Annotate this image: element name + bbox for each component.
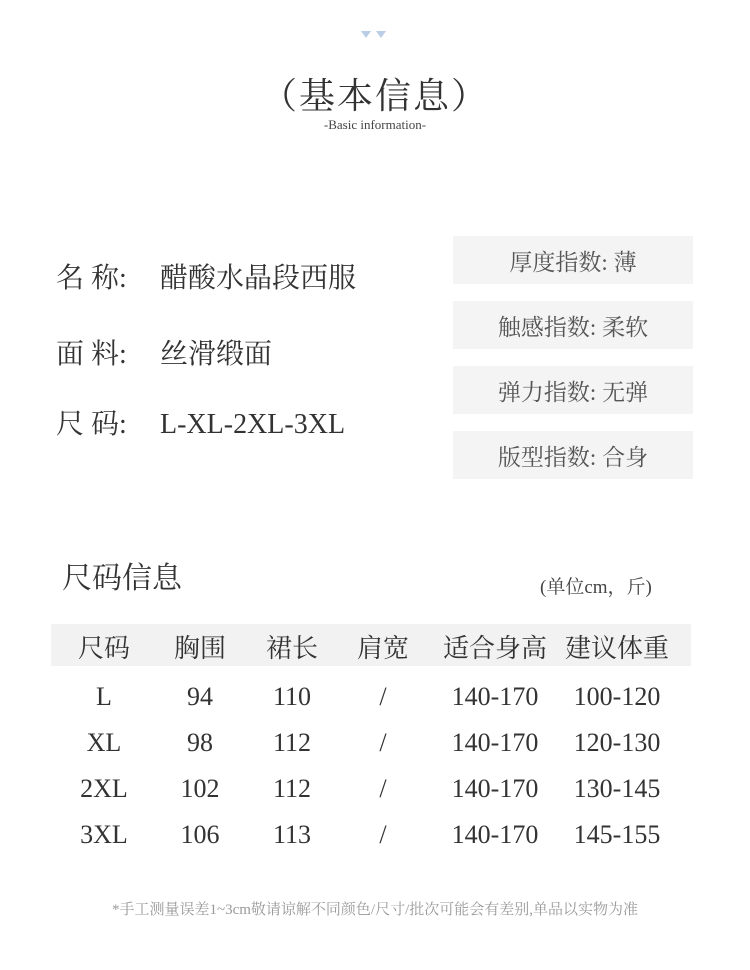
index-elasticity <box>453 366 693 414</box>
table-cell: 2XL <box>80 774 128 803</box>
table-cell: 113 <box>272 820 312 849</box>
index-elasticity-value: 无弹 <box>602 379 649 405</box>
table-cell: 94 <box>187 682 213 711</box>
table-header-cell: 适合身高 <box>442 634 547 663</box>
footnote: *手工测量误差1~3cm敬请谅解不同颜色/尺寸/批次可能会有差别,单品以实物为准 <box>111 902 639 918</box>
table-header-cell: 裙长 <box>265 634 318 663</box>
double-chevron-down-icon <box>360 30 388 40</box>
index-fit-value: 合身 <box>602 444 649 470</box>
index-thickness-value: 薄 <box>613 249 637 275</box>
index-fit <box>453 431 693 479</box>
index-touch-label: 触感指数: <box>497 314 597 340</box>
info-size <box>56 402 345 442</box>
index-touch-value: 柔软 <box>602 314 649 340</box>
table-cell: / <box>379 774 387 803</box>
table-cell: XL <box>86 728 122 757</box>
table-cell: / <box>379 682 387 711</box>
table-cell: / <box>379 728 387 757</box>
info-size-value: L-XL-2XL-3XL <box>160 409 346 440</box>
table-cell: 145-155 <box>573 820 661 849</box>
table-cell: 112 <box>272 774 312 803</box>
info-name-value: 醋酸水晶段西服 <box>160 263 357 294</box>
index-touch <box>453 301 693 349</box>
table-cell: 102 <box>180 774 220 803</box>
info-name-label: 名 称: <box>56 263 127 294</box>
page-subtitle: -Basic information- <box>323 117 427 132</box>
table-cell: 140-170 <box>451 774 539 803</box>
index-fit-label: 版型指数: <box>497 444 597 470</box>
table-cell: 140-170 <box>451 820 539 849</box>
index-thickness-label: 厚度指数: <box>509 249 608 275</box>
table-cell: 120-130 <box>573 728 661 757</box>
table-header-cell: 尺码 <box>77 634 130 663</box>
table-header-cell: 肩宽 <box>356 634 409 663</box>
table-cell: 98 <box>187 728 213 757</box>
size-unit: (单位cm，斤) <box>540 577 652 598</box>
table-cell: L <box>96 682 112 711</box>
table-cell: 100-120 <box>573 682 661 711</box>
table-cell: 3XL <box>80 820 128 849</box>
index-thickness <box>453 236 693 284</box>
info-name <box>56 256 356 296</box>
table-header-cell: 胸围 <box>173 634 226 663</box>
table-cell: 106 <box>180 820 220 849</box>
page-title: （基本信息） <box>260 76 489 116</box>
table-cell: 112 <box>272 728 312 757</box>
info-fabric <box>56 332 272 372</box>
table-cell: 140-170 <box>451 682 539 711</box>
index-elasticity-label: 弹力指数: <box>497 379 597 405</box>
info-fabric-label: 面 料: <box>56 339 127 370</box>
info-fabric-value: 丝滑缎面 <box>160 339 273 370</box>
size-section-title: 尺码信息 <box>62 562 182 595</box>
table-header-cell: 建议体重 <box>564 634 669 663</box>
info-size-label: 尺 码: <box>56 409 127 440</box>
table-cell: 140-170 <box>451 728 539 757</box>
table-cell: 110 <box>272 682 312 711</box>
table-cell: 130-145 <box>573 774 661 803</box>
table-cell: / <box>379 820 387 849</box>
